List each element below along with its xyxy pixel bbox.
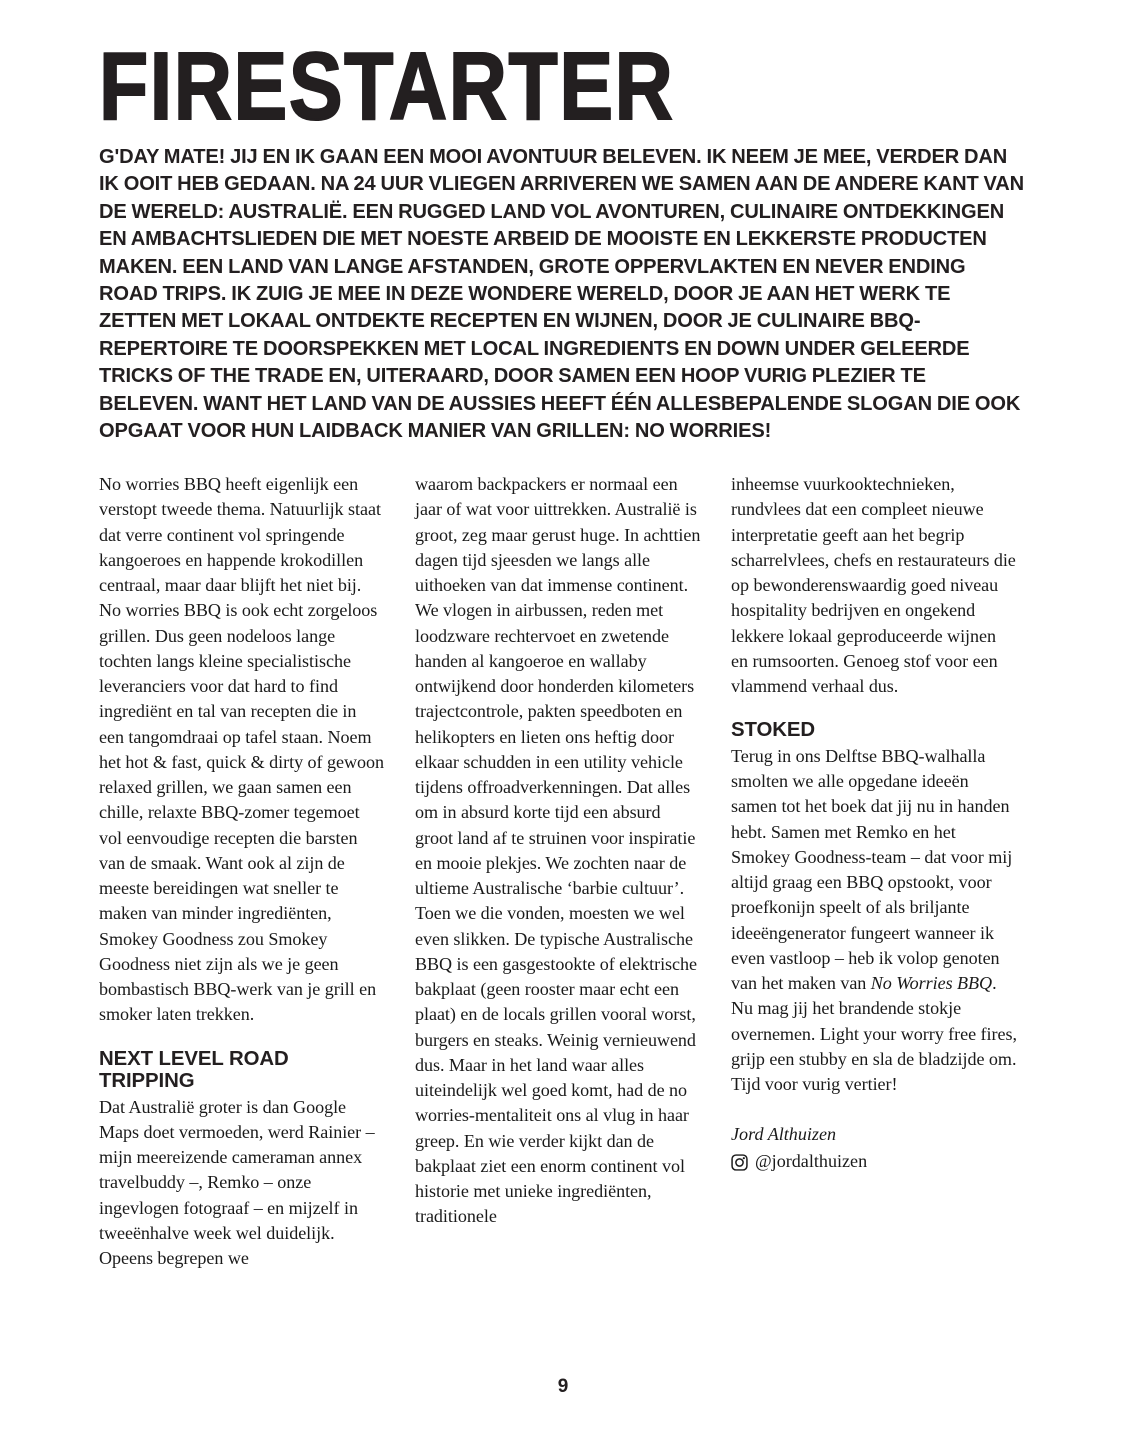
section-heading-next-level-road-tripping: NEXT LEVEL ROAD TRIPPING	[99, 1046, 289, 1092]
section-heading-stoked: STOKED	[731, 718, 815, 742]
paragraph: inheemse vuurkooktechnieken, rundvlees dat een compleet nieuwe interpretatie geeft aan het begrip scharrelvlees, chefs en restaurateurs die op bewonderenswaardig goed niveau hospitality bedrijven en ongekend lekkere lokaal geproduceerde wijnen en rumsoorten. Genoeg stof voor een vlammend verhaal dus.	[731, 474, 1016, 696]
standfirst-text: G'DAY MATE! JIJ EN IK GAAN EEN MOOI AVONTUUR BELEVEN. IK NEEM JE MEE, VERDER DAN IK OOIT HEB GEDAAN. NA 24 UUR VLIEGEN ARRIVEREN WE SAMEN AAN DE ANDERE KANT VAN DE WERELD: AUSTRALIË. EEN RUGGED LAND VOL AVONTUREN, CULINAIRE ONTDEKKINGEN EN AMBACHTSLIEDEN DIE MET NOESTE ARBEID DE MOOISTE EN LEKKERSTE PRODUCTEN MAKEN. EEN LAND VAN LANGE AFSTANDEN, GROTE OPPERVLAKTEN EN NEVER ENDING ROAD TRIPS. IK ZUIG JE MEE IN DEZE WONDERE WERELD, DOOR JE AAN HET WERK TE ZETTEN MET LOKAAL ONTDEKTE RECEPTEN EN WIJNEN, DOOR JE CULINAIRE BBQ-REPERTOIRE TE DOORSPEKKEN MET LOCAL INGREDIENTS EN DOWN UNDER GELEERDE TRICKS OF THE TRADE EN, UITERAARD, DOOR SAMEN EEN HOOP VURIG PLEZIER TE BELEVEN. WANT HET LAND VAN DE AUSSIES HEEFT ÉÉN ALLESBEPALENDE SLOGAN DIE OOK OPGAAT VOOR HUN LAIDBACK MANIER VAN GRILLEN: NO WORRIES!	[99, 146, 1024, 443]
instagram-icon	[731, 1154, 748, 1171]
paragraph: waarom backpackers er normaal een jaar of wat voor uittrekken. Australië is groot, zeg maar gerust huge. In achttien dagen tijd sjeesden we langs alle uithoeken van dat immense continent.	[415, 474, 701, 595]
paragraph: No worries BBQ heeft eigenlijk een verstopt tweede thema. Natuurlijk staat dat verre continent vol springende kangoeroes en happende krokodillen centraal, maar daar blijft het niet bij. No worries BBQ is ook echt zorgeloos grillen. Dus geen nodeloos lange tochten langs kleine specialistische leveranciers voor dat hard to find ingrediënt en tal van recepten die in een tangomdraai op tafel staan. Noem het hot & fast, quick & dirty of gewoon relaxed grillen, we gaan samen een chille, relaxte BBQ-zomer tegemoet vol eenvoudige recepten die barsten van de smaak. Want ook al zijn de meeste bereidingen wat sneller te maken van minder ingrediënten, Smokey Goodness zou Smokey Goodness niet zijn als we je geen bombastisch BBQ-werk van je grill en smoker laten trekken.	[99, 474, 384, 1025]
page-number: 9	[557, 1376, 569, 1397]
column-2	[415, 472, 701, 1227]
standfirst	[99, 144, 1041, 445]
paragraph-text-after-title: . Nu mag jij het brandende stokje overnemen. Light your worry free fires, grijp een stubby en sla de bladzijde om. Tijd voor vurig vertier!	[731, 973, 1017, 1094]
page-title: FIRESTARTER	[99, 33, 675, 141]
paragraph-text-before-title: Terug in ons Delftse BBQ-walhalla smolten we alle opgedane ideeën samen tot het boek dat jij nu in handen hebt. Samen met Remko en het Smokey Goodness-team – dat voor mij altijd graag een BBQ opstookt, voor proefkonijn speelt of als briljante ideeëngenerator fungeert wanneer ik even vastloop – heb ik volop genoten van het maken van	[731, 745, 1013, 993]
masthead	[99, 33, 1039, 141]
paragraph: Dat Australië groter is dan Google Maps doet vermoeden, werd Rainier – mijn meereizende cameraman annex travelbuddy –, Remko – onze ingevlogen fotograaf – en mijzelf in tweeënhalve week wel duidelijk. Opeens begrepen we	[99, 1096, 375, 1268]
column-1	[99, 472, 385, 1268]
book-title-no-worries-bbq: No Worries BBQ	[870, 973, 993, 993]
instagram-handle-row[interactable]	[731, 1149, 1017, 1174]
author-byline: Jord Althuizen	[731, 1124, 837, 1145]
column-3	[731, 472, 1017, 1212]
body-columns	[99, 472, 1043, 1268]
paragraph-with-book-title	[731, 744, 1017, 1098]
instagram-handle: @jordalthuizen	[755, 1150, 868, 1171]
paragraph: We vlogen in airbussen, reden met loodzware rechtervoet en zwetende handen al kangoeroe en wallaby ontwijkend door honderden kilometers trajectcontrole, pakten speedboten en helikopters en lieten ons heftig door elkaar schudden in een utility vehicle tijdens offroadverkenningen. Dat alles om in absurd korte tijd een absurd groot land af te struinen voor inspiratie en mooie plekjes. We zochten naar de ultieme Australische ‘barbie cultuur’. Toen we die vonden, moesten we wel even slikken. De typische Australische BBQ is een gasgestookte of elektrische bakplaat (geen rooster maar echt een plaat) en de locals grillen vooral worst, burgers en steaks. Weinig vernieuwend dus. Maar in het land waar alles uiteindelijk wel goed komt, had de no worries-mentaliteit ons al vlug in haar greep. En wie verder kijkt dan de bakplaat ziet een enorm continent vol historie met unieke ingrediënten, traditionele	[415, 600, 697, 1227]
